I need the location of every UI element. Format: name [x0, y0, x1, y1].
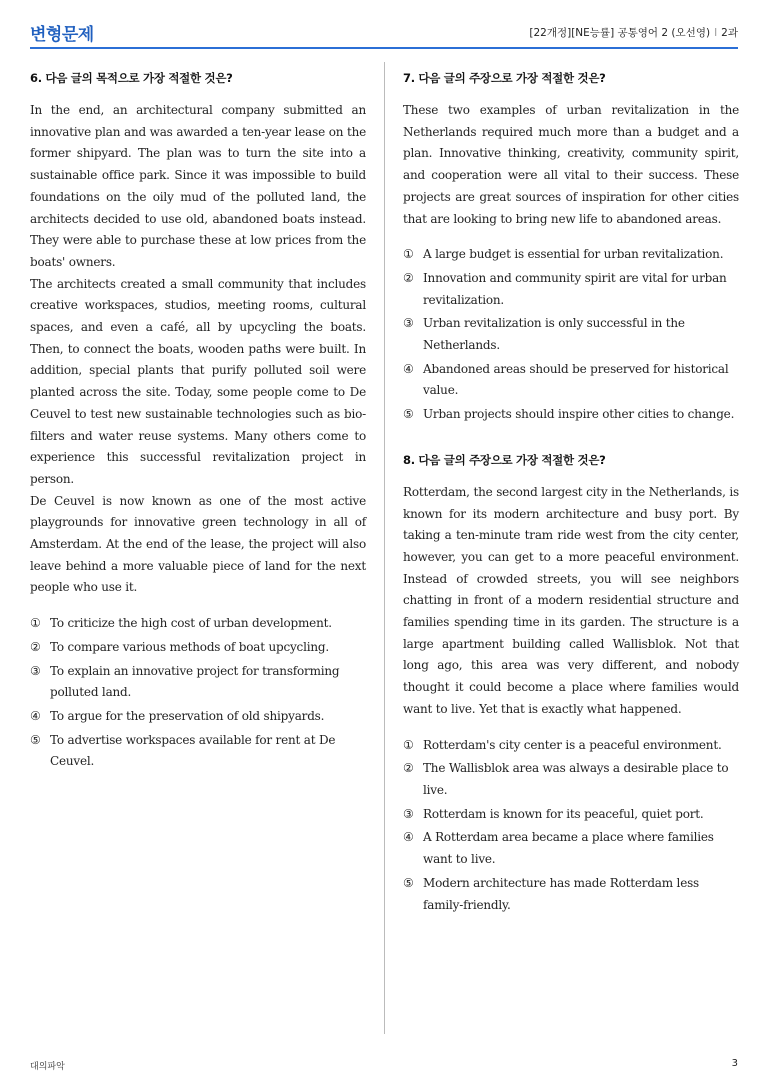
- right-column: [403, 70, 739, 942]
- question-7: [403, 70, 739, 426]
- column-divider: [384, 62, 385, 1034]
- option-text: Rotterdam's city center is a peaceful environment.: [423, 737, 722, 752]
- option-number: ⑤: [30, 732, 41, 747]
- answer-options: [30, 613, 366, 773]
- passage-paragraph: Rotterdam, the second largest city in the Netherlands, is known for its modern architecture and busy port. By taking a ten-minute tram ride west from the city center, however, you can get to a more peaceful environment. Instead of crowded streets, you will see neighbors chatting in front of a modern residential structure and families spending time in its garden. The structure is a large apartment building called Wallisblok. Not that long ago, this area was very different, and nobody thought it could become a place where families would want to live. Yet that is exactly what happened.: [403, 484, 739, 716]
- option-number: ④: [403, 361, 414, 376]
- option-number: ③: [403, 806, 414, 821]
- passage-paragraph: De Ceuvel is now known as one of the most active playgrounds for innovative green technology in all of Amsterdam. At the end of the lease, the project will also leave behind a more valuable piece of land for the next people who use it.: [30, 493, 366, 595]
- option-text: To criticize the high cost of urban development.: [50, 616, 332, 631]
- answer-options: [403, 244, 739, 426]
- option-number: ①: [30, 616, 41, 631]
- header-separator: I: [714, 27, 718, 39]
- option-number: ②: [403, 270, 414, 285]
- option-number: ⑤: [403, 875, 414, 890]
- passage-paragraph: The architects created a small community that includes creative workspaces, studios, meeting rooms, cultural spaces, and even a café, all by upcycling the boats. Then, to connect the boats, wooden paths were built. In addition, special plants that purify polluted soil were planted across the site. Today, some people come to De Ceuvel to test new sustainable technologies such as bio-filters and water reuse systems. Many others come to experience this successful revitalization project in person.: [30, 276, 366, 486]
- answer-option[interactable]: [403, 244, 739, 266]
- option-text: To advertise workspaces available for rent at De Ceuvel.: [50, 732, 336, 769]
- answer-option[interactable]: [30, 637, 366, 659]
- option-text: Innovation and community spirit are vital for urban revitalization.: [423, 270, 727, 307]
- left-column: [30, 70, 366, 799]
- option-text: A large budget is essential for urban revitalization.: [423, 247, 724, 262]
- answer-option[interactable]: [403, 359, 739, 402]
- option-number: ⑤: [403, 407, 414, 422]
- answer-options: [403, 735, 739, 917]
- question-passage: [403, 100, 739, 230]
- question-8: [403, 452, 739, 916]
- option-text: To explain an innovative project for transforming polluted land.: [50, 663, 340, 700]
- course-title: [22개정][NE능률] 공통영어 2 (오선영): [529, 27, 711, 39]
- question-title: 6. 다음 글의 목적으로 가장 적절한 것은?: [30, 71, 233, 85]
- answer-option[interactable]: [403, 404, 739, 426]
- option-number: ①: [403, 247, 414, 262]
- option-number: ④: [30, 708, 41, 723]
- passage-paragraph: These two examples of urban revitalization in the Netherlands required much more than a budget and a plan. Innovative thinking, creativity, community spirit, and cooperation were all vital to their success. These projects are great sources of inspiration for other cities that are looking to bring new life to abandoned areas.: [403, 103, 739, 226]
- answer-option[interactable]: [30, 730, 366, 773]
- option-text: To compare various methods of boat upcycling.: [50, 639, 329, 654]
- answer-option[interactable]: [30, 613, 366, 635]
- question-title: 8. 다음 글의 주장으로 가장 적절한 것은?: [403, 452, 606, 467]
- option-number: ③: [30, 663, 41, 678]
- option-text: Modern architecture has made Rotterdam less family-friendly.: [423, 875, 700, 912]
- answer-option[interactable]: [403, 827, 739, 870]
- answer-option[interactable]: [30, 661, 366, 704]
- answer-option[interactable]: [403, 268, 739, 311]
- question-passage: [30, 100, 366, 599]
- answer-option[interactable]: [403, 873, 739, 916]
- option-text: Urban projects should inspire other cities to change.: [423, 407, 735, 422]
- option-text: Abandoned areas should be preserved for historical value.: [423, 361, 729, 398]
- passage-paragraph: In the end, an architectural company submitted an innovative plan and was awarded a ten-year lease on the former shipyard. The plan was to turn the site into a sustainable office park. Since it was impossible to build foundations on the oily mud of the polluted land, the architects decided to use old, abandoned boats instead. They were able to purchase these at low prices from the boats' owners.: [30, 103, 366, 269]
- option-number: ②: [403, 761, 414, 776]
- question-passage: [403, 482, 739, 721]
- option-text: Urban revitalization is only successful in the Netherlands.: [423, 316, 685, 353]
- course-info: [529, 25, 738, 40]
- lesson-label: 2과: [721, 27, 738, 39]
- answer-option[interactable]: [403, 758, 739, 801]
- option-text: A Rotterdam area became a place where families want to live.: [423, 830, 714, 867]
- answer-option[interactable]: [403, 313, 739, 356]
- answer-option[interactable]: [403, 804, 739, 826]
- footer-section-label: 대의파악: [30, 1062, 65, 1072]
- page-number: 3: [731, 1058, 738, 1069]
- option-number: ③: [403, 316, 414, 331]
- answer-option[interactable]: [403, 735, 739, 757]
- option-number: ①: [403, 737, 414, 752]
- question-title: 7. 다음 글의 주장으로 가장 적절한 것은?: [403, 71, 606, 85]
- answer-option[interactable]: [30, 706, 366, 728]
- option-text: Rotterdam is known for its peaceful, quiet port.: [423, 806, 704, 821]
- question-6: [30, 70, 366, 773]
- header-rule: [30, 47, 738, 49]
- option-text: The Wallisblok area was always a desirable place to live.: [423, 761, 729, 797]
- page-header: [30, 20, 738, 48]
- option-number: ④: [403, 830, 414, 845]
- option-text: To argue for the preservation of old shipyards.: [50, 708, 325, 723]
- option-number: ②: [30, 639, 41, 654]
- brand-title: 변형문제: [30, 25, 94, 45]
